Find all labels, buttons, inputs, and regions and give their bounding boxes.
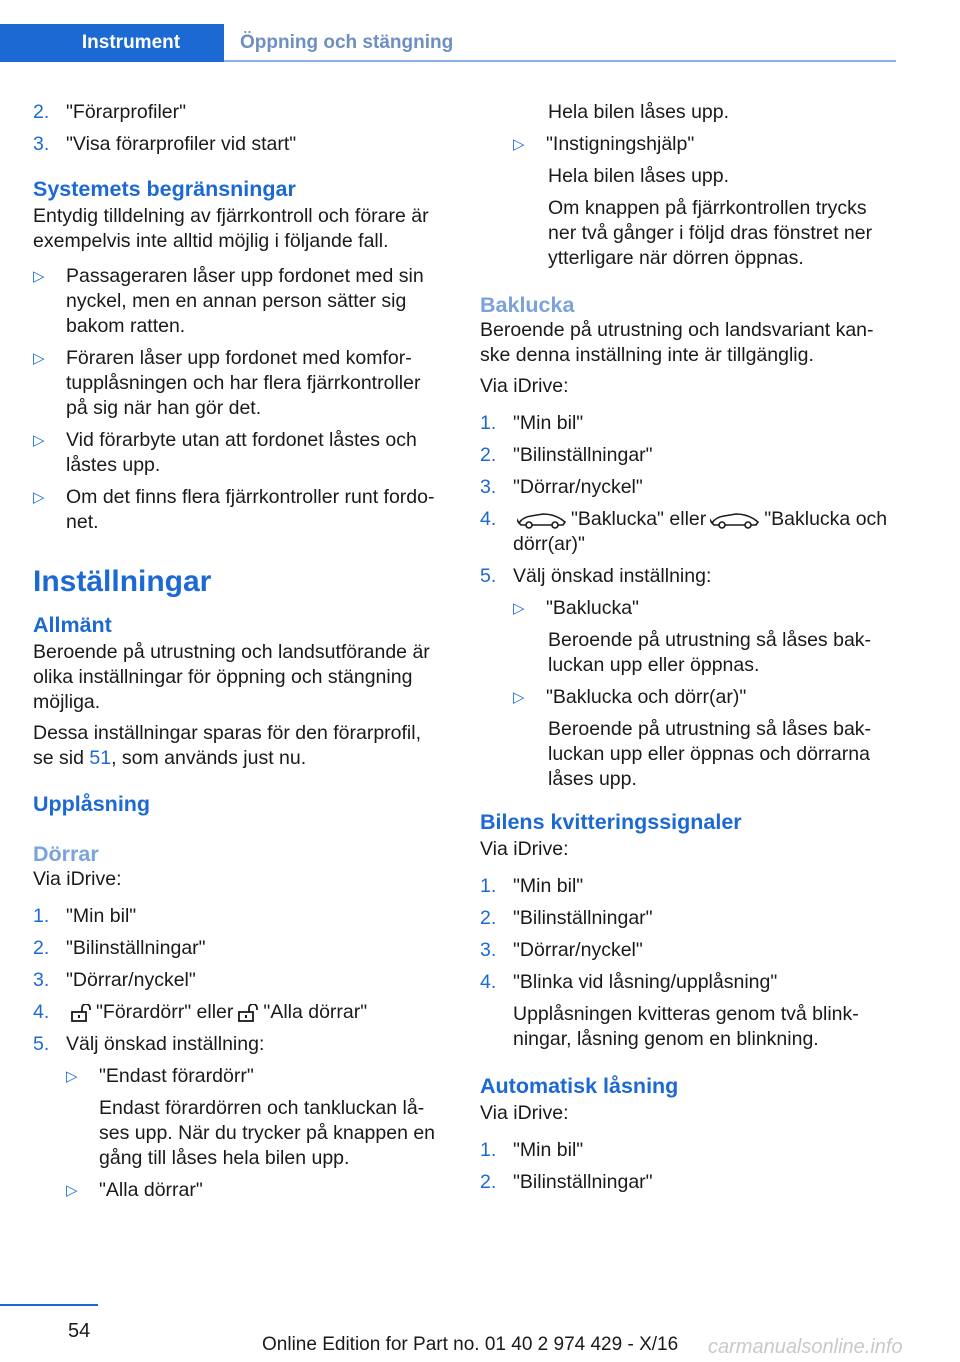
list-text: "Bilinställningar" <box>513 1171 653 1193</box>
paragraph: Om knappen på fjärrkontrollen trycks ner två gånger i följd dras fönstret ner ytterligare när dörren öppnas. <box>548 197 873 269</box>
footer-rule <box>0 1304 98 1306</box>
list-number: 4. <box>480 508 497 530</box>
list-text <box>513 507 890 557</box>
subsection-heading-trunk: Baklucka <box>480 293 575 317</box>
list-item <box>33 968 445 993</box>
list-number: 1. <box>33 905 50 927</box>
page-number: 54 <box>68 1320 91 1342</box>
section-heading-autolock: Automatisk låsning <box>480 1074 679 1098</box>
right-column <box>480 100 890 1202</box>
bullet-text: "Baklucka och dörr(ar)" <box>546 686 747 708</box>
triangle-right-icon: ▷ <box>513 689 525 706</box>
header-tab-instrument: Instrument <box>0 24 224 62</box>
list-text: "Min bil" <box>513 1139 584 1161</box>
section-heading-signals: Bilens kvitteringssignaler <box>480 810 742 834</box>
list-item <box>480 475 890 500</box>
step-text: "Förardörr" eller <box>96 1001 234 1023</box>
triangle-right-icon: ▷ <box>33 489 45 506</box>
triangle-right-icon: ▷ <box>33 268 45 285</box>
paragraph: Endast förardörren och tankluckan låses upp. När du trycker på knappen en gång till låses hela bilen upp. <box>99 1097 436 1169</box>
bullet-item <box>66 1064 445 1089</box>
paragraph: Hela bilen låses upp. <box>548 101 730 123</box>
paragraph: Beroende på utrustning så låses bakluckan upp eller öppnas. <box>548 629 872 676</box>
door-unlock-icon <box>237 1004 259 1022</box>
car-trunk-icon <box>517 510 567 530</box>
bullet-item <box>513 596 890 621</box>
paragraph: Upplåsningen kvitteras genom två blinkningar, låsning genom en blinkning. <box>513 1003 859 1050</box>
bullet-item <box>513 685 890 710</box>
triangle-right-icon: ▷ <box>513 136 525 153</box>
list-number: 2. <box>33 101 50 123</box>
list-number: 4. <box>33 1001 50 1023</box>
bullet-item <box>33 346 445 421</box>
paragraph: Beroende på utrustning så låses bakluckan upp eller öppnas och dörrarna låses upp. <box>548 718 872 790</box>
list-text: "Min bil" <box>513 875 584 897</box>
list-number: 2. <box>480 444 497 466</box>
paragraph: Beroende på utrustning och landsvariant kanske denna inställning inte är tillgänglig. <box>480 319 874 366</box>
triangle-right-icon: ▷ <box>66 1068 78 1085</box>
list-text: "Blinka vid låsning/upplåsning" <box>513 971 778 993</box>
subsection-heading-doors: Dörrar <box>33 842 99 866</box>
triangle-right-icon: ▷ <box>513 600 525 617</box>
paragraph: Via iDrive: <box>480 838 569 860</box>
paragraph: Via iDrive: <box>33 868 122 890</box>
triangle-right-icon: ▷ <box>33 432 45 449</box>
paragraph: Entydig tilldelning av fjärrkontroll och förare är exempelvis inte alltid möjlig i följande fall. <box>33 205 429 252</box>
bullet-item <box>33 428 445 478</box>
left-column <box>33 100 445 1210</box>
bullet-item <box>66 1178 445 1203</box>
bullet-item <box>33 264 445 339</box>
list-item <box>480 970 890 995</box>
list-item <box>33 904 445 929</box>
list-item <box>480 1170 890 1195</box>
page-link[interactable]: 51 <box>89 747 112 769</box>
text: Dessa inställningar sparas för den förarprofil, se sid <box>33 722 422 769</box>
list-text: "Min bil" <box>66 905 137 927</box>
step-text: "Alla dörrar" <box>263 1001 368 1023</box>
bullet-item <box>513 132 890 157</box>
list-text: Välj önskad inställning: <box>66 1033 265 1055</box>
bullet-text: "Instigningshjälp" <box>546 133 695 155</box>
list-item <box>480 507 890 557</box>
list-number: 1. <box>480 875 497 897</box>
bullet-text: Om det finns flera fjärrkontroller runt fordonet. <box>66 486 435 533</box>
list-item <box>33 936 445 961</box>
bullet-text: Passageraren låser upp fordonet med sin nyckel, men en annan person sätter sig bakom ratten. <box>66 265 424 337</box>
paragraph <box>33 721 445 771</box>
triangle-right-icon: ▷ <box>33 350 45 367</box>
step-text: "Baklucka" eller <box>571 508 707 530</box>
list-item <box>480 1138 890 1163</box>
list-text: "Min bil" <box>513 412 584 434</box>
edition-text: Online Edition for Part no. 01 40 2 974 429 - X/16 <box>262 1334 679 1355</box>
list-text: "Dörrar/nyckel" <box>513 939 643 961</box>
section-heading-unlock: Upplåsning <box>33 792 151 816</box>
paragraph: Via iDrive: <box>480 1102 569 1124</box>
list-text: "Förarprofiler" <box>66 101 187 123</box>
list-number: 3. <box>480 476 497 498</box>
bullet-text: "Endast förardörr" <box>99 1065 254 1087</box>
list-item <box>480 564 890 589</box>
list-number: 1. <box>480 412 497 434</box>
list-item <box>33 1032 445 1057</box>
list-text: Välj önskad inställning: <box>513 565 712 587</box>
bullet-text: Föraren låser upp fordonet med komfortupplåsningen och har flera fjärrkontroller på sig när han gör det. <box>66 347 421 419</box>
list-number: 1. <box>480 1139 497 1161</box>
list-item <box>480 938 890 963</box>
car-trunk-icon <box>710 510 760 530</box>
list-item <box>480 443 890 468</box>
bullet-text: "Alla dörrar" <box>99 1179 203 1201</box>
paragraph: Via iDrive: <box>480 375 569 397</box>
bullet-text: "Baklucka" <box>546 597 639 619</box>
list-item <box>480 411 890 436</box>
list-text: "Bilinställningar" <box>513 444 653 466</box>
list-text: "Visa förarprofiler vid start" <box>66 133 297 155</box>
list-text: "Dörrar/nyckel" <box>513 476 643 498</box>
paragraph: Beroende på utrustning och landsutförande är olika inställningar för öppning och stängning möjliga. <box>33 641 430 713</box>
door-unlock-icon <box>70 1004 92 1022</box>
list-item <box>33 100 445 125</box>
section-heading-general: Allmänt <box>33 613 112 637</box>
step-text: "Baklucka och dörr(ar)" <box>513 508 888 555</box>
list-item <box>480 906 890 931</box>
bullet-item <box>33 485 445 535</box>
list-number: 3. <box>33 969 50 991</box>
header-rule <box>224 60 896 62</box>
bullet-text: Vid förarbyte utan att fordonet låstes och låstes upp. <box>66 429 417 476</box>
triangle-right-icon: ▷ <box>66 1182 78 1199</box>
watermark: carmanualsonline.info <box>708 1336 903 1358</box>
section-heading-limits: Systemets begränsningar <box>33 177 296 201</box>
list-item <box>480 874 890 899</box>
list-number: 2. <box>480 907 497 929</box>
chapter-heading-settings: Inställningar <box>33 565 212 598</box>
list-text: "Dörrar/nyckel" <box>66 969 196 991</box>
list-number: 4. <box>480 971 497 993</box>
list-text: "Bilinställningar" <box>66 937 206 959</box>
header-tab-opening: Öppning och stängning <box>240 32 454 53</box>
list-number: 5. <box>33 1033 50 1055</box>
text: , som används just nu. <box>111 747 307 769</box>
list-text: "Bilinställningar" <box>513 907 653 929</box>
list-number: 3. <box>33 133 50 155</box>
paragraph: Hela bilen låses upp. <box>548 165 730 187</box>
list-item <box>33 1000 445 1025</box>
list-number: 3. <box>480 939 497 961</box>
list-text <box>66 1000 367 1025</box>
list-number: 2. <box>480 1171 497 1193</box>
list-number: 5. <box>480 565 497 587</box>
list-item <box>33 132 445 157</box>
list-number: 2. <box>33 937 50 959</box>
